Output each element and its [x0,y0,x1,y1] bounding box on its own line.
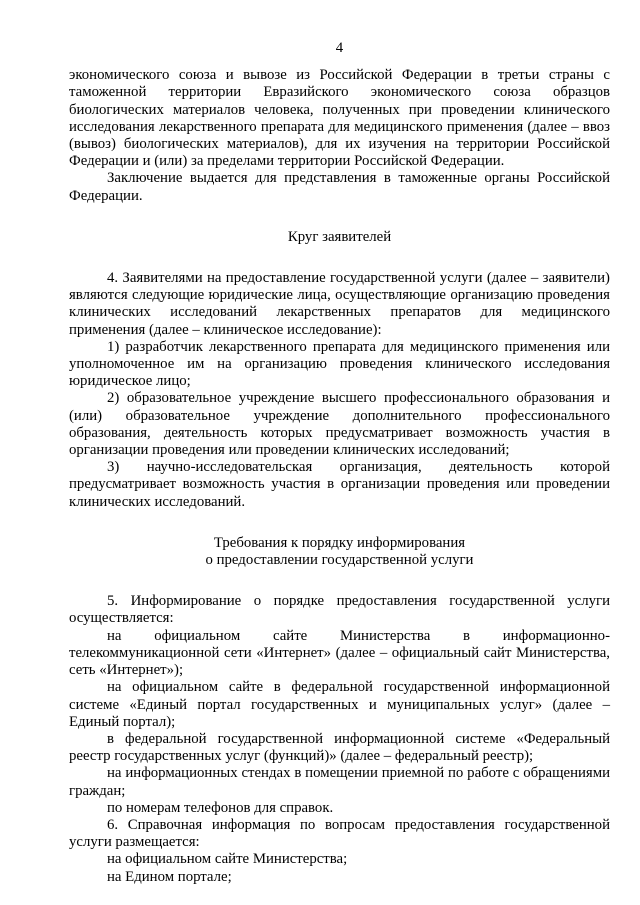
section-heading-informing-line1: Требования к порядку информирования [213,534,466,551]
list-item-2: 2) образовательное учреждение высшего профессионального образования и (или) образовательное учреждение дополнительного профессионального образования, деятельность которых предусматривает возможность участия в организации проведения или проведении клинических исследований; [69,390,610,459]
info-channel-phones: по номерам телефонов для справок. [107,799,334,816]
section-heading-applicants: Круг заявителей [287,228,392,245]
list-item-1: 1) разработчик лекарственного препарата для медицинского применения или уполномоченное им на организацию проведения клинического исследования юридическое лицо; [69,338,610,390]
info-channel-ministry-site: на официальном сайте Министерства в информационно-телекоммуникационной сети «Интернет» (далее – официальный сайт Министерства, сеть «Интернет»); [69,627,610,679]
paragraph-conclusion: Заключение выдается для представления в таможенные органы Российской Федерации. [69,170,610,204]
reference-unified-portal: на Едином портале; [107,868,232,885]
list-item-3: 3) научно-исследовательская организация, деятельность которой предусматривает возможность участия в организации проведения или проведении клинических исследований. [69,459,610,510]
paragraph-item-6: 6. Справочная информация по вопросам предоставления государственной услуги размещается: [69,816,610,851]
paragraph-continuation: экономического союза и вывозе из Российской Федерации в третьи страны с таможенной территории Евразийского экономического союза образцов биологических материалов человека, полученных при проведении клинического исследования лекарственного препарата для медицинского применения (далее – ввоз (вывоз) биологических материалов), для их изучения на территории Российской Федерации и (или) за пределами территории Российской Федерации. [69,67,610,170]
page-number: 4 [335,40,344,56]
paragraph-item-4: 4. Заявителями на предоставление государственной услуги (далее – заявители) являются следующие юридические лица, осуществляющие организацию проведения клинических исследований лекарственных препаратов для медицинского применения (далее – клиническое исследование): [69,270,610,338]
info-channel-stands: на информационных стендах в помещении приемной по работе с обращениями граждан; [69,765,610,799]
section-heading-informing-line2: о предоставлении государственной услуги [205,552,474,569]
info-channel-unified-portal: на официальном сайте в федеральной государственной информационной системе «Единый портал государственных и муниципальных услуг» (далее – Единый портал); [69,679,610,730]
paragraph-item-5: 5. Информирование о порядке предоставления государственной услуги осуществляется: [69,593,610,627]
reference-ministry-site: на официальном сайте Министерства; [107,851,348,868]
info-channel-federal-registry: в федеральной государственной информационной системе «Федеральный реестр государственных услуг (функций)» (далее – федеральный реестр); [69,730,610,765]
